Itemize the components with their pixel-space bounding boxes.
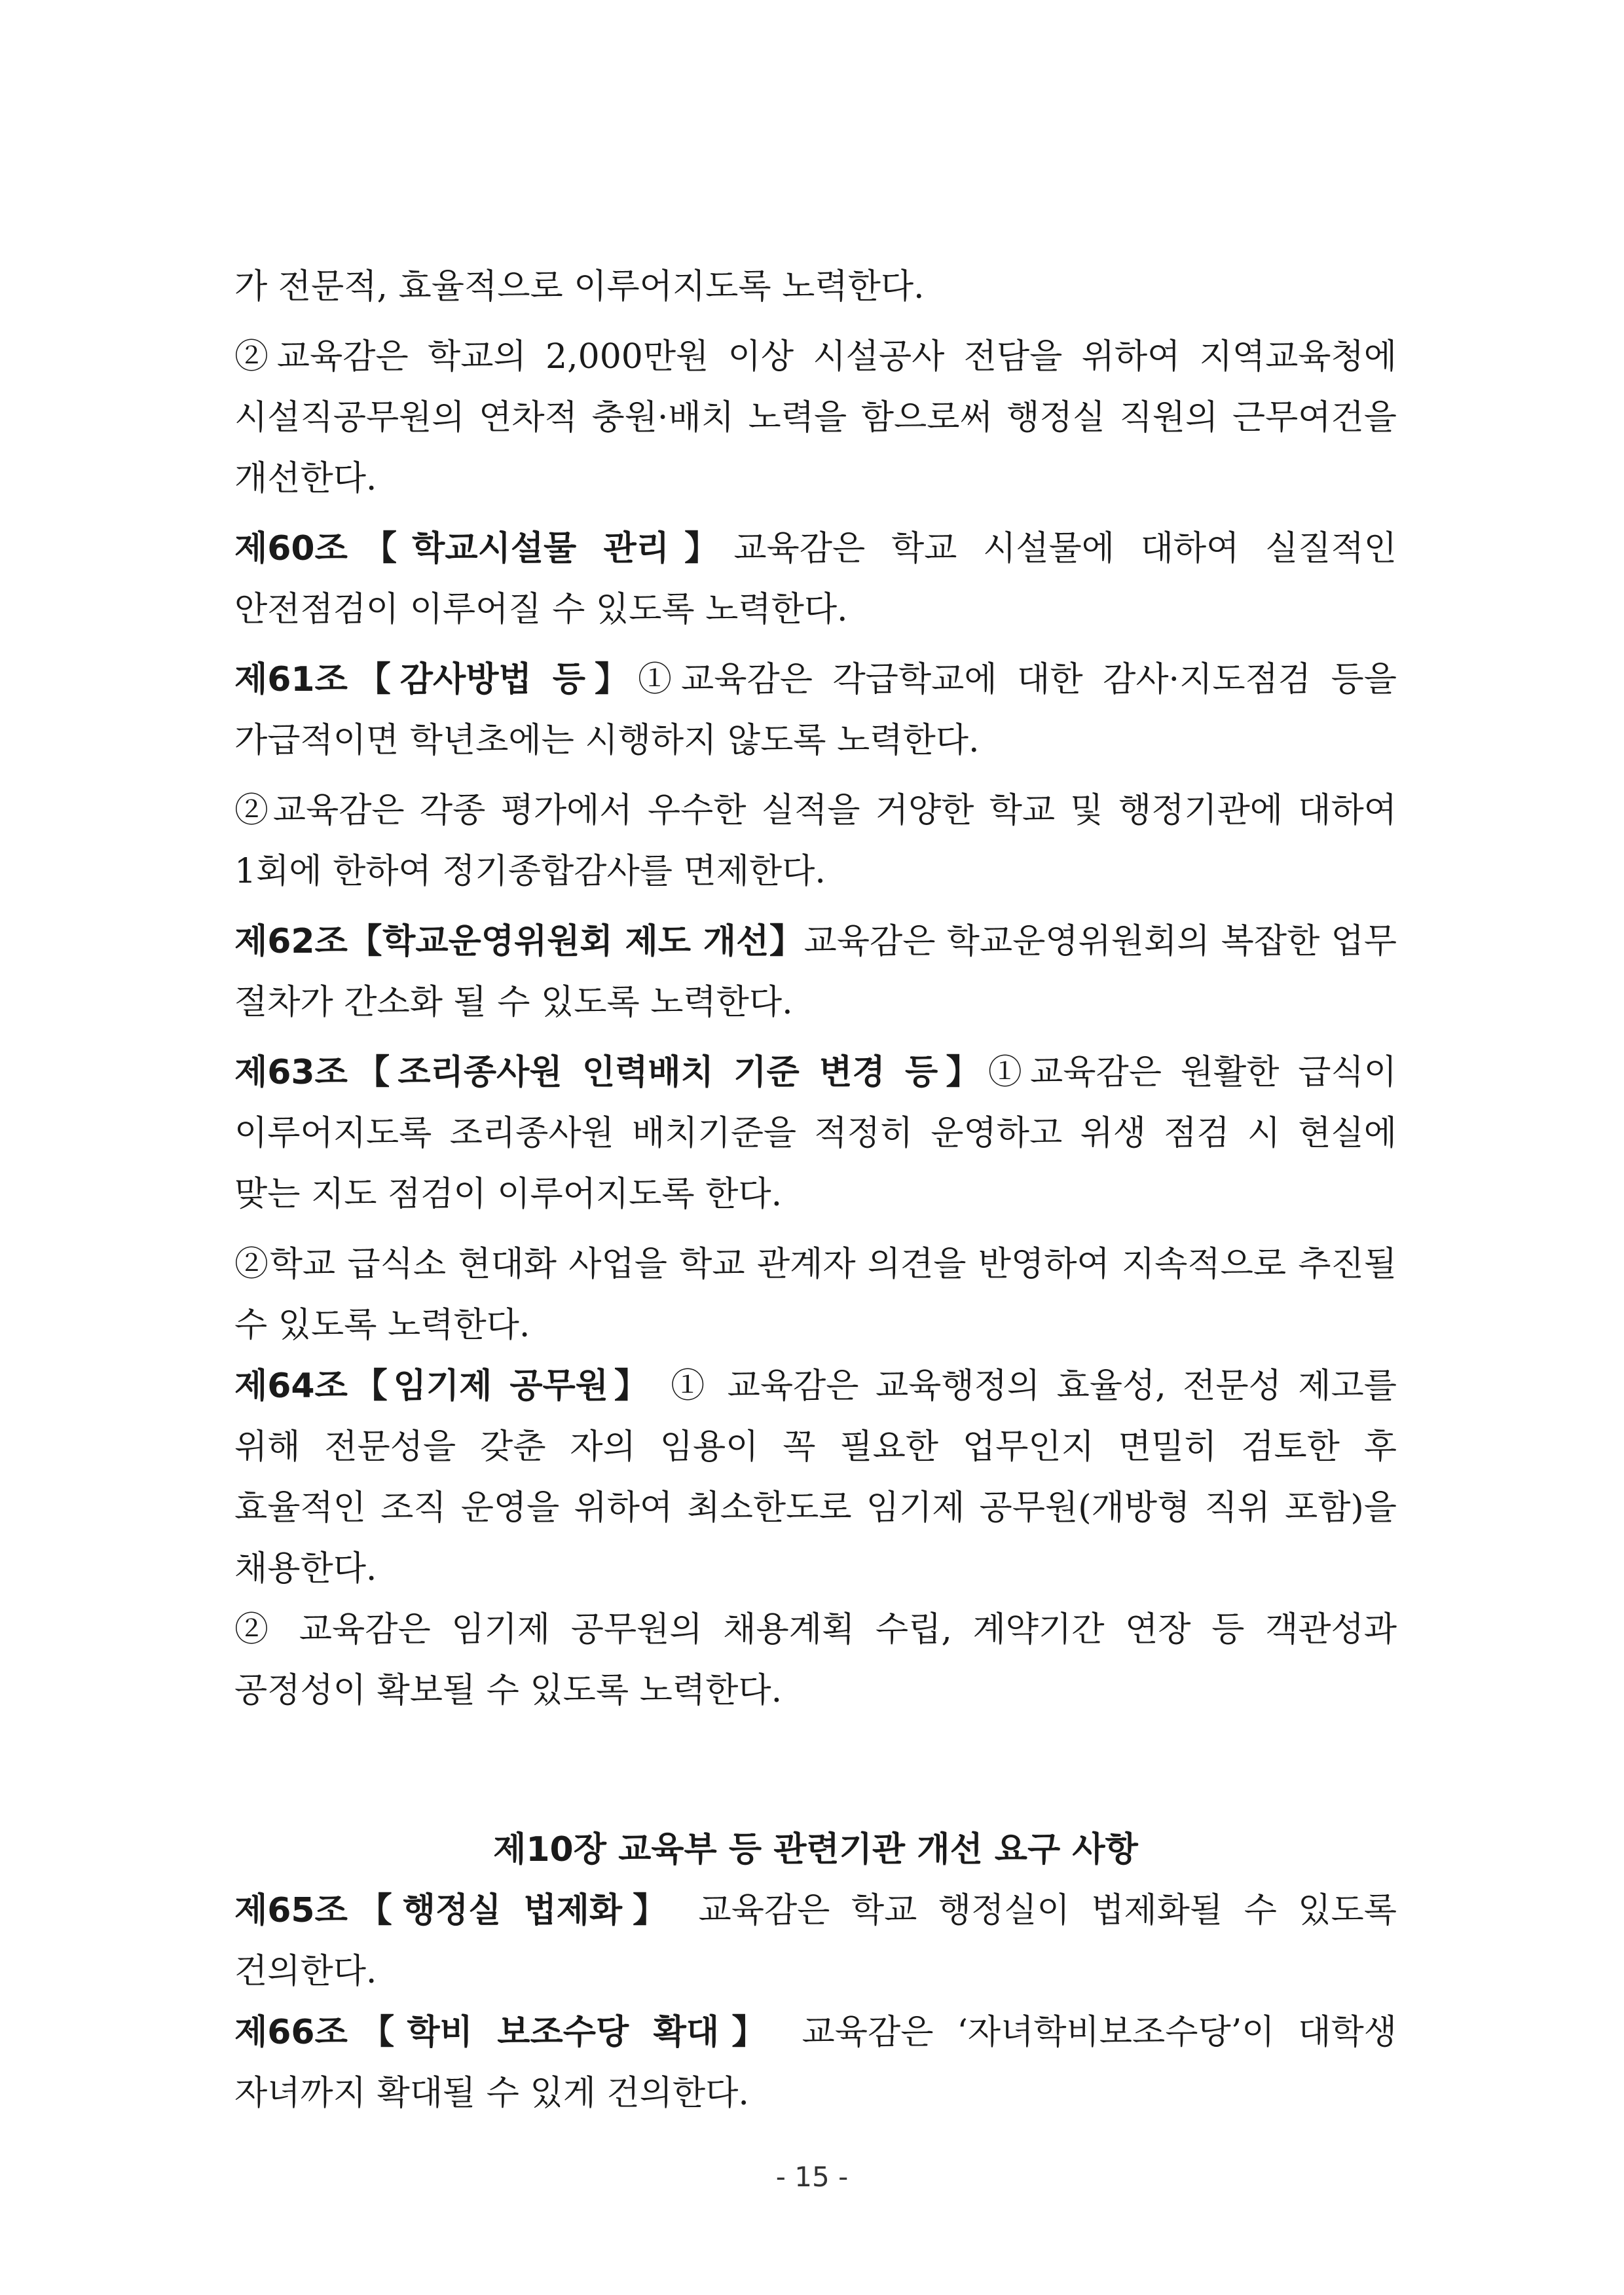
article-heading: 제63조【조리종사원 인력배치 기준 변경 등】 <box>234 1053 988 1092</box>
article-text: ②교육감은 각종 평가에서 우수한 실적을 거양한 학교 및 행정기관에 대하여 1회에 한하여 정기종합감사를 면제한다. <box>234 791 1397 891</box>
article-heading: 제65조【행정실 법제화】 <box>234 1891 678 1930</box>
article-text: ②교육감은 학교의 2,000만원 이상 시설공사 전담을 위하여 지역교육청에 시설직공무원의 연차적 충원·배치 노력을 함으로써 행정실 직원의 근무여건을 개선한다. <box>234 337 1397 498</box>
chapter-title: 제10장 교육부 등 관련기관 개선 요구 사항 <box>493 1830 1138 1869</box>
article-heading: 제60조【학교시설물 관리】 <box>234 529 734 568</box>
article-text: 교육감은 학교 행정실이 법제화될 수 있도록 건의한다. <box>234 1891 1397 1991</box>
article-text: ① 교육감은 교육행정의 효율성, 전문성 제고를 위해 전문성을 갖춘 자의 임용이 꼭 필요한 업무인지 면밀히 검토한 후 효율적인 조직 운영을 위하여 최소한도로 임기제 공무원(개방형 직위 포함)을 채용한다. <box>234 1367 1397 1588</box>
article-63 <box>234 1042 1397 1225</box>
article-heading: 제61조【감사방법 등】 <box>234 660 638 699</box>
paragraph-clause <box>234 1234 1397 1356</box>
article-text: ② 교육감은 임기제 공무원의 채용계획 수립, 계약기간 연장 등 객관성과 공정성이 확보될 수 있도록 노력한다. <box>234 1610 1397 1710</box>
article-text: 교육감은 ‘자녀학비보조수당’이 대학생 자녀까지 확대될 수 있게 건의한다. <box>234 2013 1397 2113</box>
paragraph-clause <box>234 1600 1397 1721</box>
article-heading: 제66조【학비 보조수당 확대】 <box>234 2013 779 2052</box>
article-text: 교육감은 학교 시설물에 대하여 실질적인 안전점검이 이루어질 수 있도록 노력한다. <box>234 529 1397 629</box>
article-64 <box>234 1356 1397 1600</box>
paragraph-continuation <box>234 257 1397 318</box>
article-heading: 제64조【임기제 공무원】 <box>234 1367 654 1406</box>
article-text: 가 전문적, 효율적으로 이루어지도록 노력한다. <box>234 267 925 306</box>
page-number: - 15 - <box>775 2161 849 2193</box>
article-text: 교육감은 학교운영위원회의 복잡한 업무 절차가 간소화 될 수 있도록 노력한다. <box>234 922 1397 1022</box>
article-text: ①교육감은 원활한 급식이 이루어지도록 조리종사원 배치기준을 적정히 운영하고 위생 점검 시 현실에 맞는 지도 점검이 이루어지도록 한다. <box>234 1053 1397 1214</box>
article-61 <box>234 650 1397 771</box>
paragraph-clause <box>234 327 1397 509</box>
article-text: ②학교 급식소 현대화 사업을 학교 관계자 의견을 반영하여 지속적으로 추진될 수 있도록 노력한다. <box>234 1245 1397 1345</box>
article-62 <box>234 911 1397 1033</box>
article-text: ①교육감은 각급학교에 대한 감사·지도점검 등을 가급적이면 학년초에는 시행하지 않도록 노력한다. <box>234 660 1397 760</box>
article-66 <box>234 2002 1397 2124</box>
article-60 <box>234 519 1397 640</box>
paragraph-clause <box>234 780 1397 902</box>
article-65 <box>234 1881 1397 2002</box>
article-heading: 제62조【학교운영위원회 제도 개선】 <box>234 922 804 961</box>
document-body <box>234 257 1397 2124</box>
